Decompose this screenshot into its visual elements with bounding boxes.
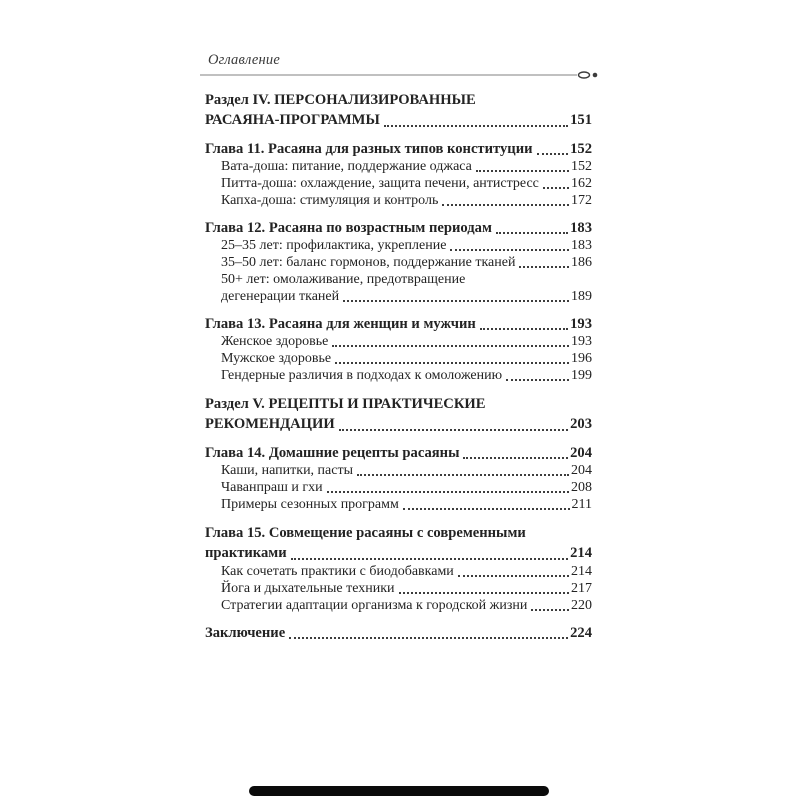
entry-text: практиками [205, 545, 287, 561]
page-number: 151 [570, 112, 592, 128]
dot-leader [289, 637, 568, 639]
entry-text: РАСАЯНА-ПРОГРАММЫ [205, 112, 380, 128]
page-number: 199 [571, 368, 592, 383]
toc-subentry [205, 496, 592, 513]
toc-subentry [205, 479, 592, 496]
dot-leader [463, 457, 568, 459]
dot-leader [458, 575, 569, 577]
toc-entry-chapter-11 [205, 140, 592, 209]
toc-subentry [205, 462, 592, 479]
dot-leader [543, 187, 569, 189]
entry-text: Женское здоровье [221, 334, 329, 349]
page-number: 203 [570, 416, 592, 432]
entry-text: Заключение [205, 625, 286, 641]
entry-text: Глава 14. Домашние рецепты расаяны [205, 445, 460, 461]
toc-subentry [205, 237, 592, 254]
toc-subentry [205, 192, 592, 209]
toc-row [205, 523, 592, 543]
page-number: 183 [570, 220, 592, 236]
page-number: 196 [571, 351, 592, 366]
toc-subentry [205, 367, 592, 384]
dot-leader [403, 508, 570, 510]
toc-subentry [205, 580, 592, 597]
page-number: 214 [570, 545, 592, 561]
entry-text: Каши, напитки, пасты [221, 463, 354, 478]
bottom-black-bar [249, 786, 549, 796]
page-number: 152 [571, 159, 592, 174]
toc-row [205, 110, 592, 130]
page-number: 204 [571, 463, 592, 478]
toc-subentry [205, 175, 592, 192]
page-number: 183 [571, 238, 592, 253]
entry-text: Мужское здоровье [221, 351, 332, 366]
toc-entry-chapter-12 [205, 219, 592, 305]
toc-row [205, 543, 592, 563]
page-number: 224 [570, 625, 592, 641]
toc-row [205, 140, 592, 158]
page-number: 162 [571, 176, 592, 191]
entry-text: Гендерные различия в подходах к омоложению [221, 368, 503, 383]
toc-entry-chapter-15 [205, 523, 592, 614]
toc-row [205, 624, 592, 642]
dot-leader [399, 592, 570, 594]
entry-text: Капха-доша: стимуляция и контроль [221, 193, 439, 208]
page-number: 193 [571, 334, 592, 349]
toc-entry-chapter-14 [205, 444, 592, 513]
dot-leader [335, 362, 569, 364]
entry-text: 50+ лет: омолаживание, предотвращение [221, 272, 466, 287]
header-rule-decoration [200, 69, 600, 81]
entry-text: Стратегии адаптации организма к городской жизни [221, 598, 528, 613]
toc-row [205, 394, 592, 414]
dot-leader [339, 429, 568, 431]
page-number: 208 [571, 480, 592, 495]
entry-text: Раздел IV. ПЕРСОНАЛИЗИРОВАННЫЕ [205, 92, 476, 108]
dot-leader [531, 609, 569, 611]
entry-text: 25–35 лет: профилактика, укрепление [221, 238, 447, 253]
entry-text: Глава 15. Совмещение расаяны с современными [205, 525, 526, 541]
entry-text: Глава 13. Расаяна для женщин и мужчин [205, 316, 476, 332]
toc-list [205, 90, 592, 642]
toc-row [205, 315, 592, 333]
entry-text: Примеры сезонных программ [221, 497, 399, 512]
page-number: 189 [571, 289, 592, 304]
toc-row [205, 219, 592, 237]
dot-leader [450, 249, 569, 251]
entry-text: Питта-доша: охлаждение, защита печени, антистресс [221, 176, 539, 191]
toc-subentry [205, 563, 592, 580]
dot-leader [480, 328, 568, 330]
toc-row [205, 90, 592, 110]
entry-text: РЕКОМЕНДАЦИИ [205, 416, 335, 432]
page-number: 152 [570, 141, 592, 157]
entry-text: Йога и дыхательные техники [221, 581, 395, 596]
dot-leader [537, 153, 569, 155]
dot-leader [519, 266, 569, 268]
dot-leader [442, 204, 569, 206]
page-number: 211 [571, 497, 592, 512]
page-title: Оглавление [208, 52, 280, 68]
toc-subentry [205, 350, 592, 367]
page-number: 186 [571, 255, 592, 270]
entry-text: Вата-доша: питание, поддержание оджаса [221, 159, 472, 174]
page-number: 172 [571, 193, 592, 208]
page-number: 220 [571, 598, 592, 613]
dot-leader [327, 491, 569, 493]
toc-subentry [205, 254, 592, 271]
toc-subentry [205, 288, 592, 305]
dot-leader [291, 558, 568, 560]
toc-subentry [205, 333, 592, 350]
toc-entry-conclusion [205, 624, 592, 642]
entry-text: 35–50 лет: баланс гормонов, поддержание тканей [221, 255, 516, 270]
page-number: 193 [570, 316, 592, 332]
page-number: 217 [571, 581, 592, 596]
dot-leader [332, 345, 569, 347]
toc-entry-section-v [205, 394, 592, 434]
dot-leader [496, 232, 568, 234]
toc-row [205, 414, 592, 434]
toc-subentry [205, 597, 592, 614]
entry-text: Как сочетать практики с биодобавками [221, 564, 454, 579]
dot-leader [506, 379, 569, 381]
entry-text: дегенерации тканей [221, 289, 340, 304]
toc-subentry [205, 271, 592, 288]
entry-text: Глава 11. Расаяна для разных типов конституции [205, 141, 533, 157]
entry-text: Чаванпраш и гхи [221, 480, 323, 495]
toc-entry-chapter-13 [205, 315, 592, 384]
dot-leader [357, 474, 569, 476]
dot-leader [343, 300, 569, 302]
toc-entry-section-iv [205, 90, 592, 130]
dot-leader [384, 125, 568, 127]
page-number: 214 [571, 564, 592, 579]
entry-text: Глава 12. Расаяна по возрастным периодам [205, 220, 492, 236]
dot-leader [476, 170, 569, 172]
page-number: 204 [570, 445, 592, 461]
entry-text: Раздел V. РЕЦЕПТЫ И ПРАКТИЧЕСКИЕ [205, 396, 486, 412]
toc-row [205, 444, 592, 462]
toc-subentry [205, 158, 592, 175]
